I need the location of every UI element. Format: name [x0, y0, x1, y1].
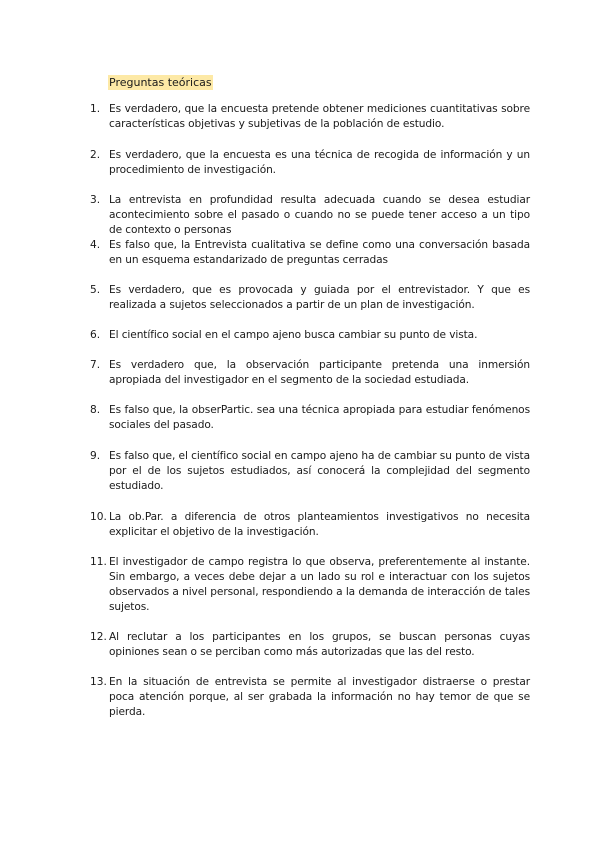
question-item [90, 238, 530, 268]
question-number: 2. [90, 149, 101, 161]
question-text: Es verdadero, que es provocada y guiada por el entrevistador. Y que es realizada a sujetos seleccionados a partir de un plan de investigación. [109, 284, 530, 311]
question-item [90, 555, 530, 615]
question-number: 9. [90, 450, 101, 462]
question-number: 13. [90, 676, 107, 688]
question-number: 5. [90, 284, 101, 296]
question-text: Es falso que, la Entrevista cualitativa se define como una conversación basada en un esquema estandarizado de preguntas cerradas [109, 239, 530, 266]
question-item [90, 148, 530, 178]
question-number: 6. [90, 329, 101, 341]
question-number: 8. [90, 404, 101, 416]
section-title: Preguntas teóricas [109, 76, 212, 89]
question-number: 11. [90, 556, 107, 568]
question-item [90, 403, 530, 433]
question-number: 1. [90, 103, 101, 115]
question-number: 7. [90, 359, 101, 371]
question-text: Es falso que, el científico social en campo ajeno ha de cambiar su punto de vista por el de los sujetos estudiados, así conocerá la complejidad del segmento estudiado. [109, 450, 530, 492]
question-text: Es falso que, la obserPartic. sea una técnica apropiada para estudiar fenómenos sociales del pasado. [109, 404, 530, 431]
question-text: La ob.Par. a diferencia de otros planteamientos investigativos no necesita explicitar el objetivo de la investigación. [109, 511, 530, 538]
question-item [90, 328, 530, 343]
question-text: Es verdadero, que la encuesta es una técnica de recogida de información y un procedimiento de investigación. [109, 149, 530, 176]
question-number: 12. [90, 631, 107, 643]
question-item [90, 630, 530, 660]
question-text: Es verdadero que, la observación participante pretenda una inmersión apropiada del investigador en el segmento de la sociedad estudiada. [109, 359, 530, 386]
question-item [90, 283, 530, 313]
question-item [90, 510, 530, 540]
question-text: Al reclutar a los participantes en los grupos, se buscan personas cuyas opiniones sean o se perciban como más autorizadas que las del resto. [109, 631, 530, 658]
question-number: 4. [90, 239, 101, 251]
title-container [108, 71, 213, 90]
question-text: El científico social en el campo ajeno busca cambiar su punto de vista. [109, 329, 478, 341]
question-item [90, 358, 530, 388]
question-text: Es verdadero, que la encuesta pretende obtener mediciones cuantitativas sobre características objetivas y subjetivas de la población de estudio. [109, 103, 530, 130]
question-text: La entrevista en profundidad resulta adecuada cuando se desea estudiar acontecimiento sobre el pasado o cuando no se puede tener acceso a un tipo de contexto o personas [109, 194, 530, 236]
question-text: El investigador de campo registra lo que observa, preferentemente al instante. Sin embargo, a veces debe dejar a un lado su rol e interactuar con los sujetos observados a nivel personal, respondiendo a la demanda de interacción de tales sujetos. [109, 556, 530, 613]
question-item [90, 449, 530, 494]
question-text: En la situación de entrevista se permite al investigador distraerse o prestar poca atención porque, al ser grabada la información no hay temor de que se pierda. [109, 676, 530, 718]
question-item [90, 102, 530, 132]
question-number: 3. [90, 194, 101, 206]
question-item [90, 193, 530, 238]
question-item [90, 675, 530, 720]
question-number: 10. [90, 511, 107, 523]
